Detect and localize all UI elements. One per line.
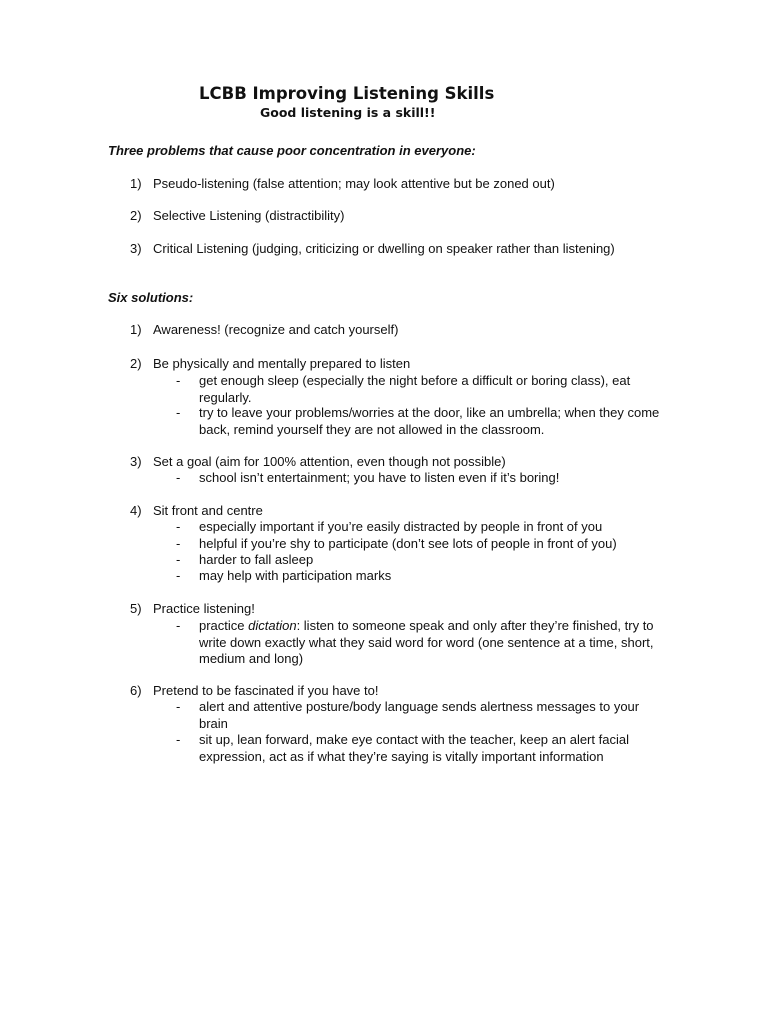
sub-point: may help with participation marks [199, 568, 392, 583]
sub-point-text: : listen to someone speak and only after they’re finished, try to write down exactly what they said word for word (one sentence at a time, short, medium and long) [199, 618, 654, 666]
list-number: 1) [130, 322, 142, 337]
solutions-heading: Six solutions: [108, 290, 194, 305]
bullet-dash: - [176, 536, 181, 551]
list-number: 5) [130, 601, 142, 616]
bullet-dash: - [176, 699, 181, 714]
list-number: 6) [130, 683, 142, 698]
problem-text: Critical Listening (judging, criticizing or dwelling on speaker rather than listening) [153, 241, 615, 256]
emphasis-text: dictation [248, 618, 297, 633]
list-number: 2) [130, 356, 142, 371]
sub-point: harder to fall asleep [199, 552, 314, 567]
solution-text: Pretend to be fascinated if you have to! [153, 683, 379, 698]
sub-point: especially important if you’re easily distracted by people in front of you [199, 519, 603, 534]
solution-text: Set a goal (aim for 100% attention, even though not possible) [153, 454, 506, 469]
sub-point: school isn’t entertainment; you have to listen even if it’s boring! [199, 470, 560, 485]
list-number: 2) [130, 208, 142, 223]
bullet-dash: - [176, 470, 181, 485]
list-number: 1) [130, 176, 142, 191]
list-number: 4) [130, 503, 142, 518]
sub-point: sit up, lean forward, make eye contact with the teacher, keep an alert facial expression, act as if what they’re saying is vitally important information [199, 732, 629, 764]
solution-text: Sit front and centre [153, 503, 263, 518]
solution-text: Awareness! (recognize and catch yourself) [153, 322, 399, 337]
sub-point [199, 618, 669, 668]
solution-text: Be physically and mentally prepared to listen [153, 356, 411, 371]
document-title: LCBB Improving Listening Skills [199, 84, 495, 103]
bullet-dash: - [176, 405, 181, 420]
problems-heading: Three problems that cause poor concentration in everyone: [108, 143, 476, 158]
sub-point: try to leave your problems/worries at the door, like an umbrella; when they come back, remind yourself they are not allowed in the classroom. [199, 405, 660, 437]
bullet-dash: - [176, 568, 181, 583]
sub-point-text: practice [199, 618, 249, 633]
bullet-dash: - [176, 519, 181, 534]
bullet-dash: - [176, 732, 181, 747]
problem-text: Pseudo-listening (false attention; may look attentive but be zoned out) [153, 176, 555, 191]
problem-text: Selective Listening (distractibility) [153, 208, 345, 223]
bullet-dash: - [176, 618, 181, 633]
solution-text: Practice listening! [153, 601, 255, 616]
list-number: 3) [130, 241, 142, 256]
bullet-dash: - [176, 373, 181, 388]
sub-point: get enough sleep (especially the night before a difficult or boring class), eat regularly. [199, 373, 631, 405]
list-number: 3) [130, 454, 142, 469]
bullet-dash: - [176, 552, 181, 567]
document-subtitle: Good listening is a skill!! [260, 105, 436, 120]
sub-point: helpful if you’re shy to participate (don’t see lots of people in front of you) [199, 536, 617, 551]
sub-point: alert and attentive posture/body language sends alertness messages to your brain [199, 699, 640, 731]
